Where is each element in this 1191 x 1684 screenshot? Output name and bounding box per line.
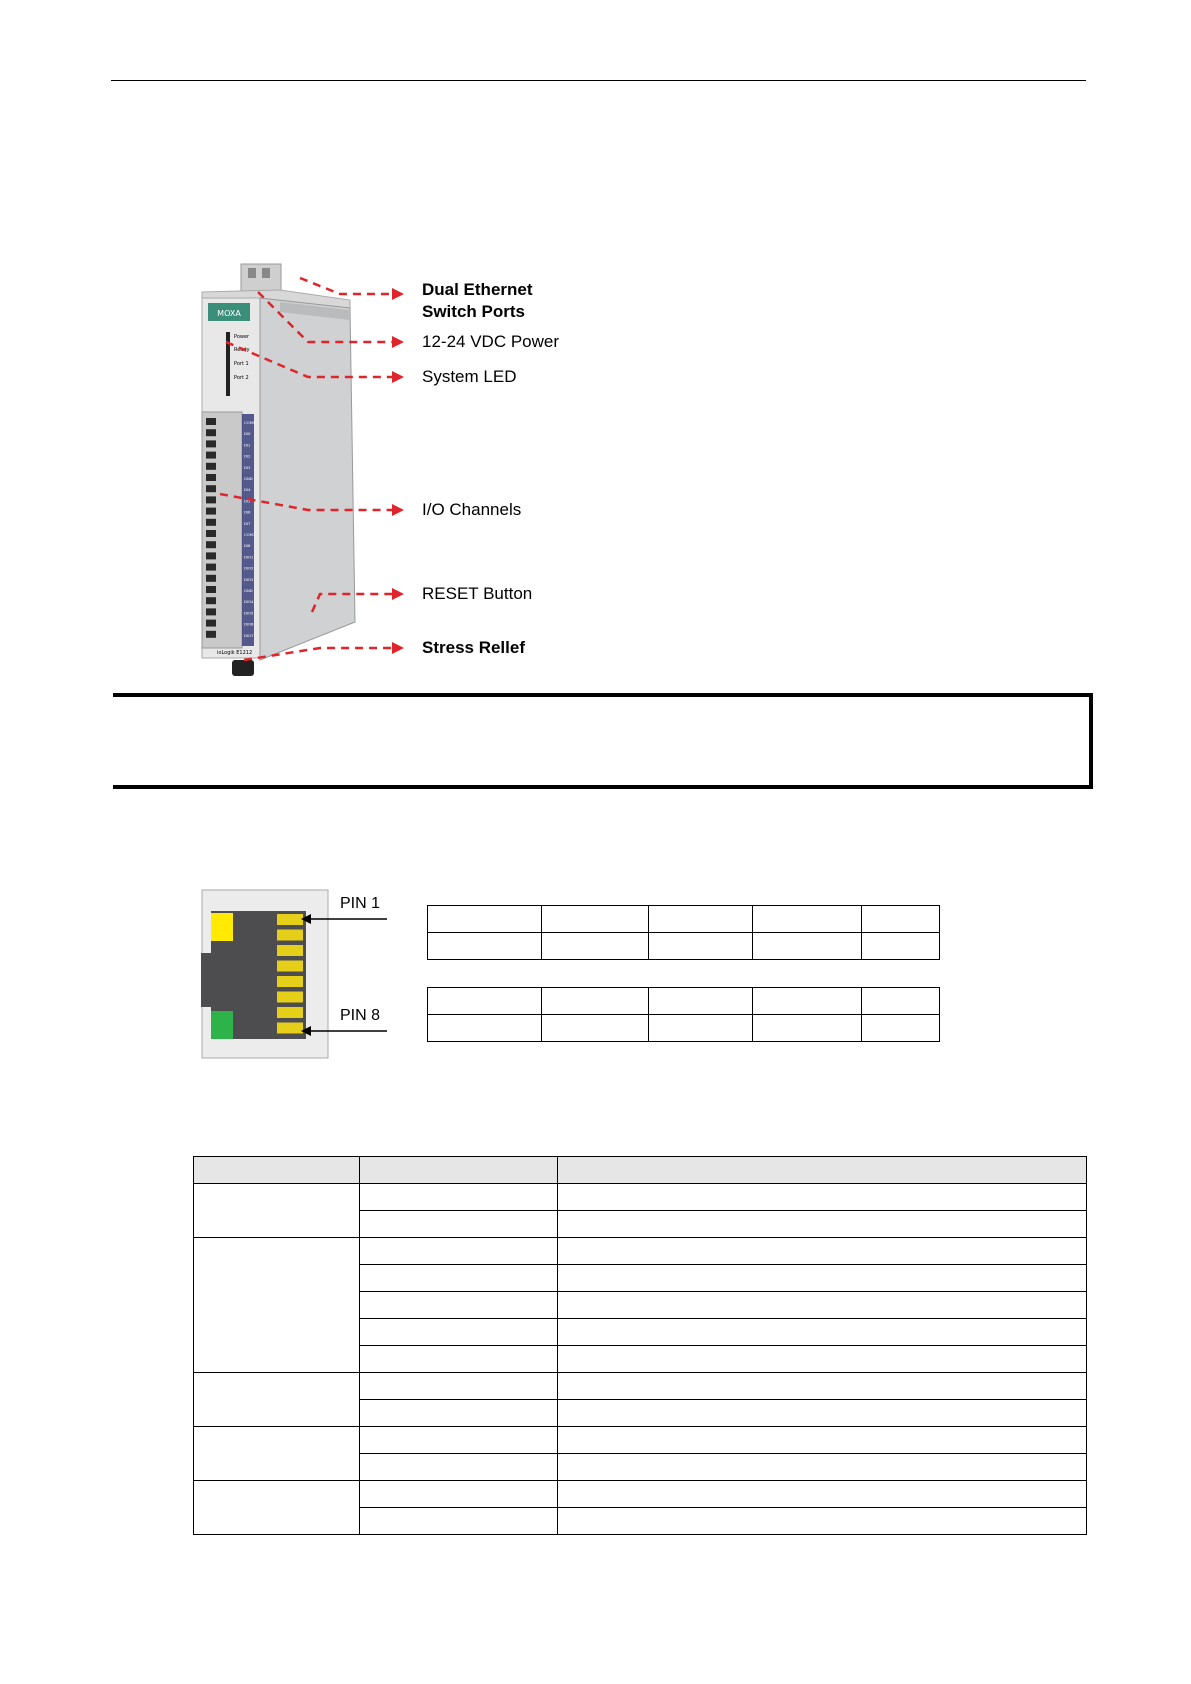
table-row [194,1238,1087,1265]
terminal-label: DIO2 [244,565,254,571]
terminal-slot [206,586,216,593]
table-cell [648,933,753,960]
table-cell [648,988,753,1015]
table-row [194,1373,1087,1400]
led-label-ready: Ready [234,347,250,353]
rj45-pin [277,945,303,956]
terminal-slot [206,474,216,481]
pin1-label: PIN 1 [340,895,381,912]
rj45-figure [201,889,391,1059]
terminal-slot [206,597,216,604]
terminal-slot [206,620,216,627]
table-cell [558,1481,1087,1508]
note-box [113,693,1093,789]
terminal-slot [206,564,216,571]
table-cell [753,906,862,933]
rj45-green-led [211,1011,233,1039]
terminal-label: DI5 [244,498,251,504]
table-cell [428,988,542,1015]
rj45-pin [277,914,303,925]
terminal-label: DI6 [244,509,251,515]
terminal-slot [206,485,216,492]
terminal-slot [206,452,216,459]
side-casing [260,298,355,660]
callout-dual-ethernet-line2: Switch Ports [422,302,525,321]
table-cell [648,1015,753,1042]
table-cell [541,906,648,933]
rj45-pin [277,1023,303,1034]
table-cell [558,1211,1087,1238]
table-cell [360,1373,558,1400]
table-header-cell [360,1157,558,1184]
table-group-cell [194,1481,360,1535]
power-connector [241,264,281,292]
led-label-power: Power [234,334,250,340]
table-cell [862,906,940,933]
rj45-pin [277,976,303,987]
table-cell [753,1015,862,1042]
led-label-port1: Port 1 [234,361,249,367]
header-rule [111,80,1086,81]
terminal-slot [206,463,216,470]
table-header-cell [558,1157,1087,1184]
terminal-label: DI2 [244,453,251,459]
table-group-cell [194,1184,360,1238]
terminal-label: DI8 [244,543,251,549]
rj45-illustration [201,889,391,1059]
callout-system-led: System LED [422,367,517,386]
rj45-yellow-led [211,913,233,941]
table-group-cell [194,1373,360,1427]
table-row [194,1481,1087,1508]
terminal-label: DI4 [244,487,251,493]
table-cell [360,1319,558,1346]
table-group-cell [194,1238,360,1373]
table-cell [428,906,542,933]
terminal-label: COM0 [244,420,256,425]
table-cell [862,988,940,1015]
table-cell [360,1454,558,1481]
table-cell [558,1265,1087,1292]
rj45-pin [277,992,303,1003]
table-cell [360,1400,558,1427]
rj45-pin [277,930,303,941]
rj45-pin [277,1007,303,1018]
table-row [428,988,940,1015]
terminal-label: GND [244,476,253,481]
terminal-slot [206,541,216,548]
terminal-label: DIO7 [244,632,254,638]
device-illustration [200,262,560,682]
callout-reset-button: RESET Button [422,584,533,603]
terminal-slot [206,440,216,447]
brand-text: MOXA [217,309,241,318]
table-cell [360,1238,558,1265]
pin8-label: PIN 8 [340,1007,381,1024]
table-cell [360,1346,558,1373]
table-cell [648,906,753,933]
terminal-slot [206,631,216,638]
table-cell [862,933,940,960]
table-cell [360,1508,558,1535]
table-cell [541,988,648,1015]
table-cell [428,933,542,960]
table-cell [558,1454,1087,1481]
table-row [428,1015,940,1042]
table-cell [541,1015,648,1042]
table-group-cell [194,1427,360,1481]
terminal-label: GND [244,588,253,593]
terminal-label: DI7 [244,520,251,526]
led-label-port2: Port 2 [234,375,249,381]
callout-dual-ethernet [422,279,533,323]
terminal-label: COM1 [244,532,256,537]
callout-power: 12-24 VDC Power [422,332,560,351]
table-cell [360,1265,558,1292]
table-cell [558,1508,1087,1535]
stress-relief-tab [232,660,254,676]
terminal-slot [206,429,216,436]
terminal-label: DIO4 [244,599,254,605]
terminal-label: DIO3 [244,576,254,582]
terminal-slot [206,530,216,537]
table-cell [558,1292,1087,1319]
terminal-label: DI3 [244,464,251,470]
terminal-label: DIO5 [244,610,254,616]
table-cell [558,1373,1087,1400]
callout-dual-ethernet-line1: Dual Ethernet [422,280,533,299]
terminal-label: DI0 [244,431,251,437]
pin-table-2 [427,987,940,1042]
terminal-slot [206,496,216,503]
table-header-row [194,1157,1087,1184]
model-label: ioLogik E1212 [217,650,253,656]
table-cell [428,1015,542,1042]
terminal-label: DIO6 [244,621,254,627]
table-cell [753,988,862,1015]
device-figure [200,262,560,682]
table-cell [541,933,648,960]
table-cell [360,1427,558,1454]
terminal-slot [206,418,216,425]
terminal-label: DIO1 [244,554,254,560]
table-cell [862,1015,940,1042]
terminal-label: DI1 [244,442,251,448]
terminal-slot [206,552,216,559]
table-cell [753,933,862,960]
callout-stress-relief: Stress Rellef [422,638,525,657]
terminal-slot [206,519,216,526]
terminal-slot [206,508,216,515]
arrow-heads [392,288,404,654]
table-cell [558,1346,1087,1373]
terminal-slot [206,608,216,615]
table-cell [558,1184,1087,1211]
table-cell [558,1400,1087,1427]
rj45-pin [277,961,303,972]
table-cell [360,1481,558,1508]
table-header-cell [194,1157,360,1184]
pin-table-1 [427,905,940,960]
table-cell [360,1184,558,1211]
table-row [428,906,940,933]
callout-io-channels: I/O Channels [422,500,522,519]
table-cell [360,1292,558,1319]
table-cell [558,1427,1087,1454]
led-indicator-table [193,1156,1087,1535]
table-row [194,1427,1087,1454]
table-row [428,933,940,960]
terminal-slot [206,575,216,582]
table-cell [360,1211,558,1238]
table-row [194,1184,1087,1211]
table-cell [558,1319,1087,1346]
table-cell [558,1238,1087,1265]
